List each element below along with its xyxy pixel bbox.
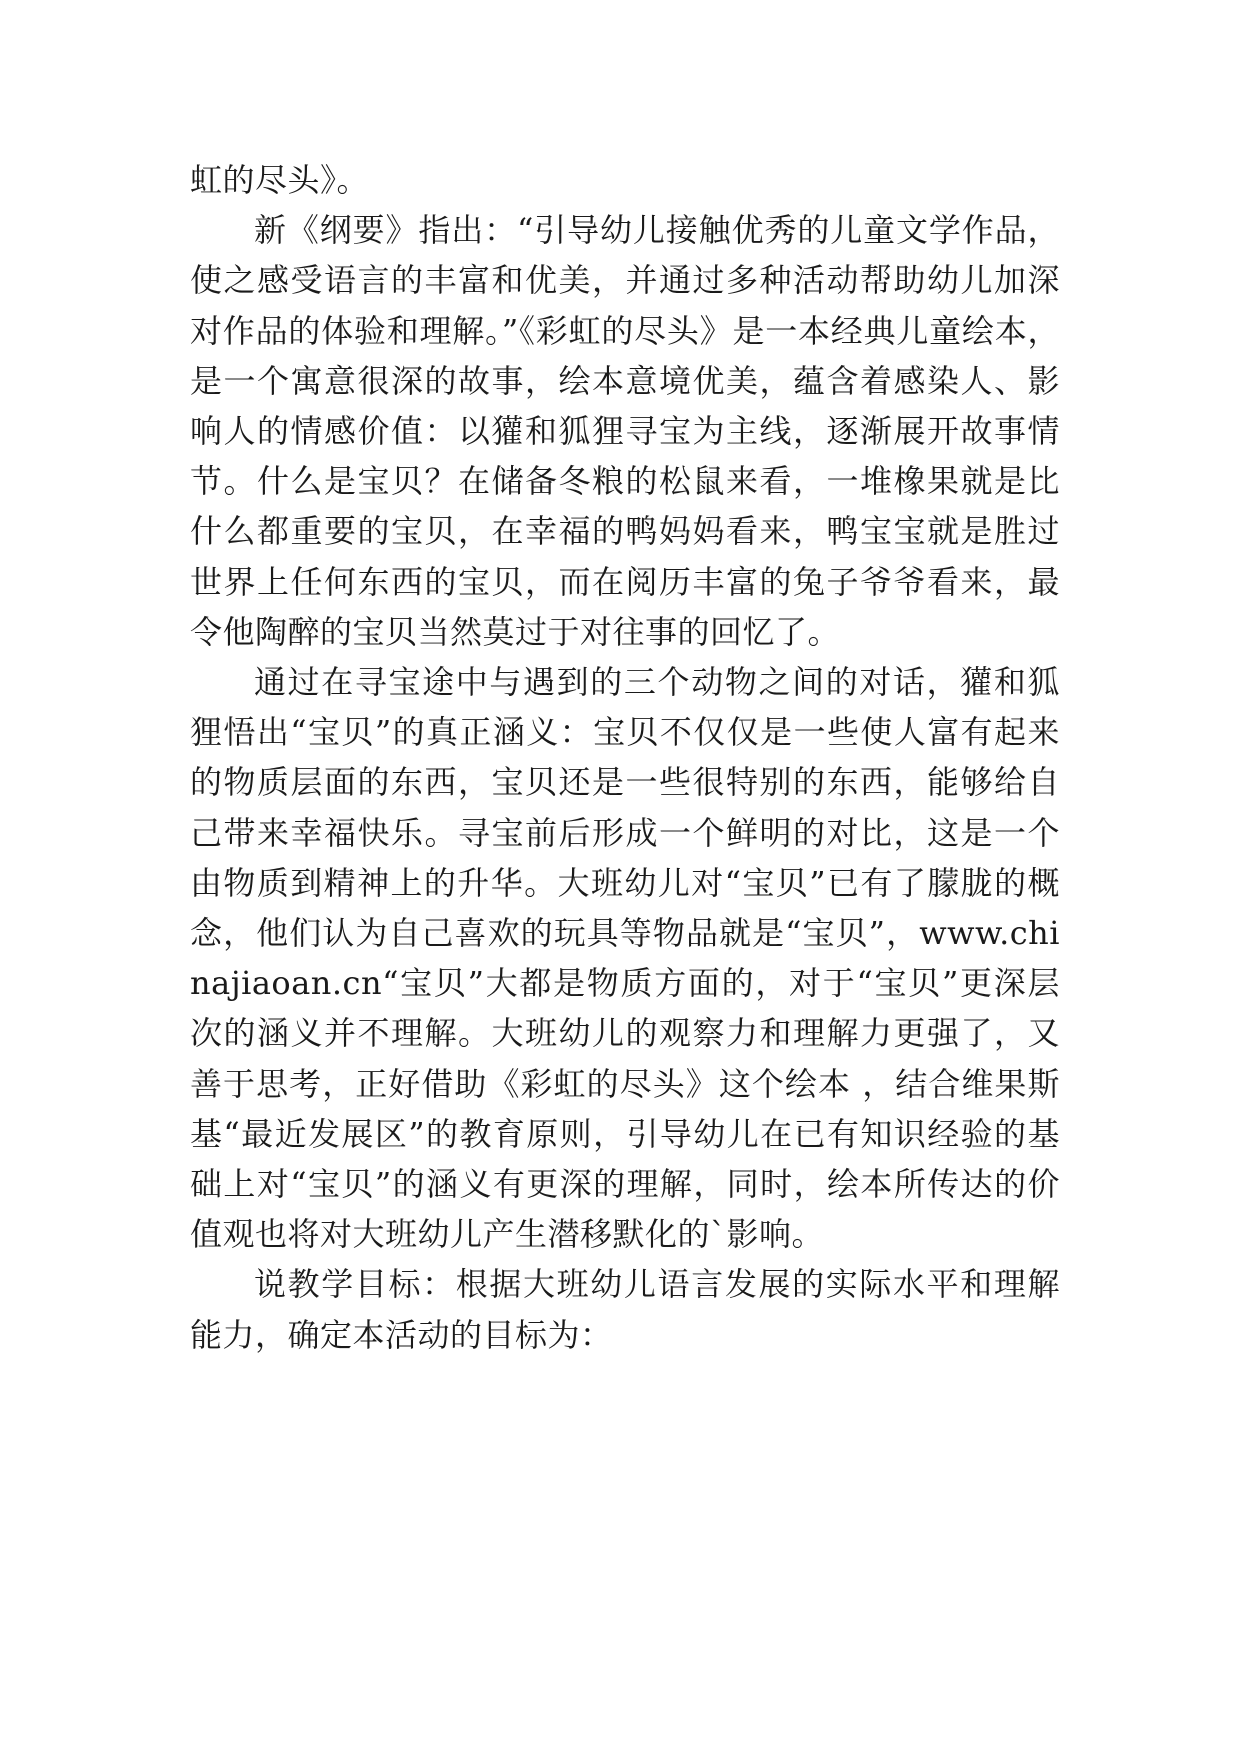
text-line: 的概念，他们认为自己喜欢的玩具等物品就是“宝贝”，	[190, 863, 1060, 953]
text-line: 贝”更深层次的涵义并不理解。大班幼儿的观察力和理解力	[190, 964, 1060, 1053]
text-line: 说教学目标：根据大班幼儿语言发展的实际水平和理解	[254, 1265, 1060, 1304]
text-line: 令他陶醉的宝贝当然莫过于对往事的回忆了。	[190, 612, 841, 651]
text-line: 什么都重要的宝贝，在幸福的鸭妈妈看来，鸭宝宝就是胜过	[190, 512, 1060, 551]
text-line: 能力，确定本活动的目标为：	[190, 1315, 613, 1354]
text-line: 更强了，又善于思考，正好借助《彩虹的尽头》这个绘本 ，	[190, 1014, 1060, 1103]
text-line: 节。什么是宝贝？在储备冬粮的松鼠来看，一堆橡果就是比	[190, 462, 1060, 501]
text-line: 对作品的体验和理解。”《彩虹的尽头》是一本经典儿童绘本，	[190, 311, 1060, 350]
text-line: 自己带来幸福快乐。寻宝前后形成一个鲜明的对比，这是一	[190, 763, 1060, 852]
text-line: 使之感受语言的丰富和优美，并通过多种活动帮助幼儿加深	[190, 261, 1060, 300]
paragraph	[190, 1259, 1060, 1359]
text-line: 知识经验的基础上对“宝贝”的涵义有更深的理解，同时，	[190, 1114, 1060, 1204]
text-line: 绘本所传达的价值观也将对大班幼儿产生潜移默化的`影响。	[190, 1165, 1060, 1254]
paragraph	[190, 657, 1060, 1259]
text-line: 世界上任何东西的宝贝，而在阅历丰富的兔子爷爷看来，最	[190, 562, 1060, 601]
text-line: 个由物质到精神上的升华。大班幼儿对“宝贝”已有了朦胧	[190, 813, 1060, 902]
text-line: 狸悟出“宝贝”的真正涵义：宝贝不仅仅是一些使人富有起	[190, 713, 1028, 752]
text-line: www.chinajiaoan.cn“宝贝”大都是物质方面的，对于“宝	[190, 914, 1060, 1003]
text-line: 新《纲要》指出：“引导幼儿接触优秀的儿童文学作品，	[254, 211, 1060, 250]
document-body	[190, 155, 1060, 1360]
text-line: 结合维果斯基“最近发展区”的教育原则，引导幼儿在已有	[190, 1064, 1060, 1153]
paragraph	[190, 205, 1060, 657]
text-line: 是一个寓意很深的故事，绘本意境优美，蕴含着感染人、影	[190, 361, 1060, 400]
paragraph	[190, 155, 1060, 205]
text-line: 响人的情感价值：以獾和狐狸寻宝为主线，逐渐展开故事情	[190, 412, 1060, 451]
text-line: 来的物质层面的东西，宝贝还是一些很特别的东西，能够给	[190, 713, 1060, 802]
text-line: 虹的尽头》。	[190, 161, 370, 199]
text-line: 通过在寻宝途中与遇到的三个动物之间的对话，獾和狐	[254, 663, 1060, 702]
